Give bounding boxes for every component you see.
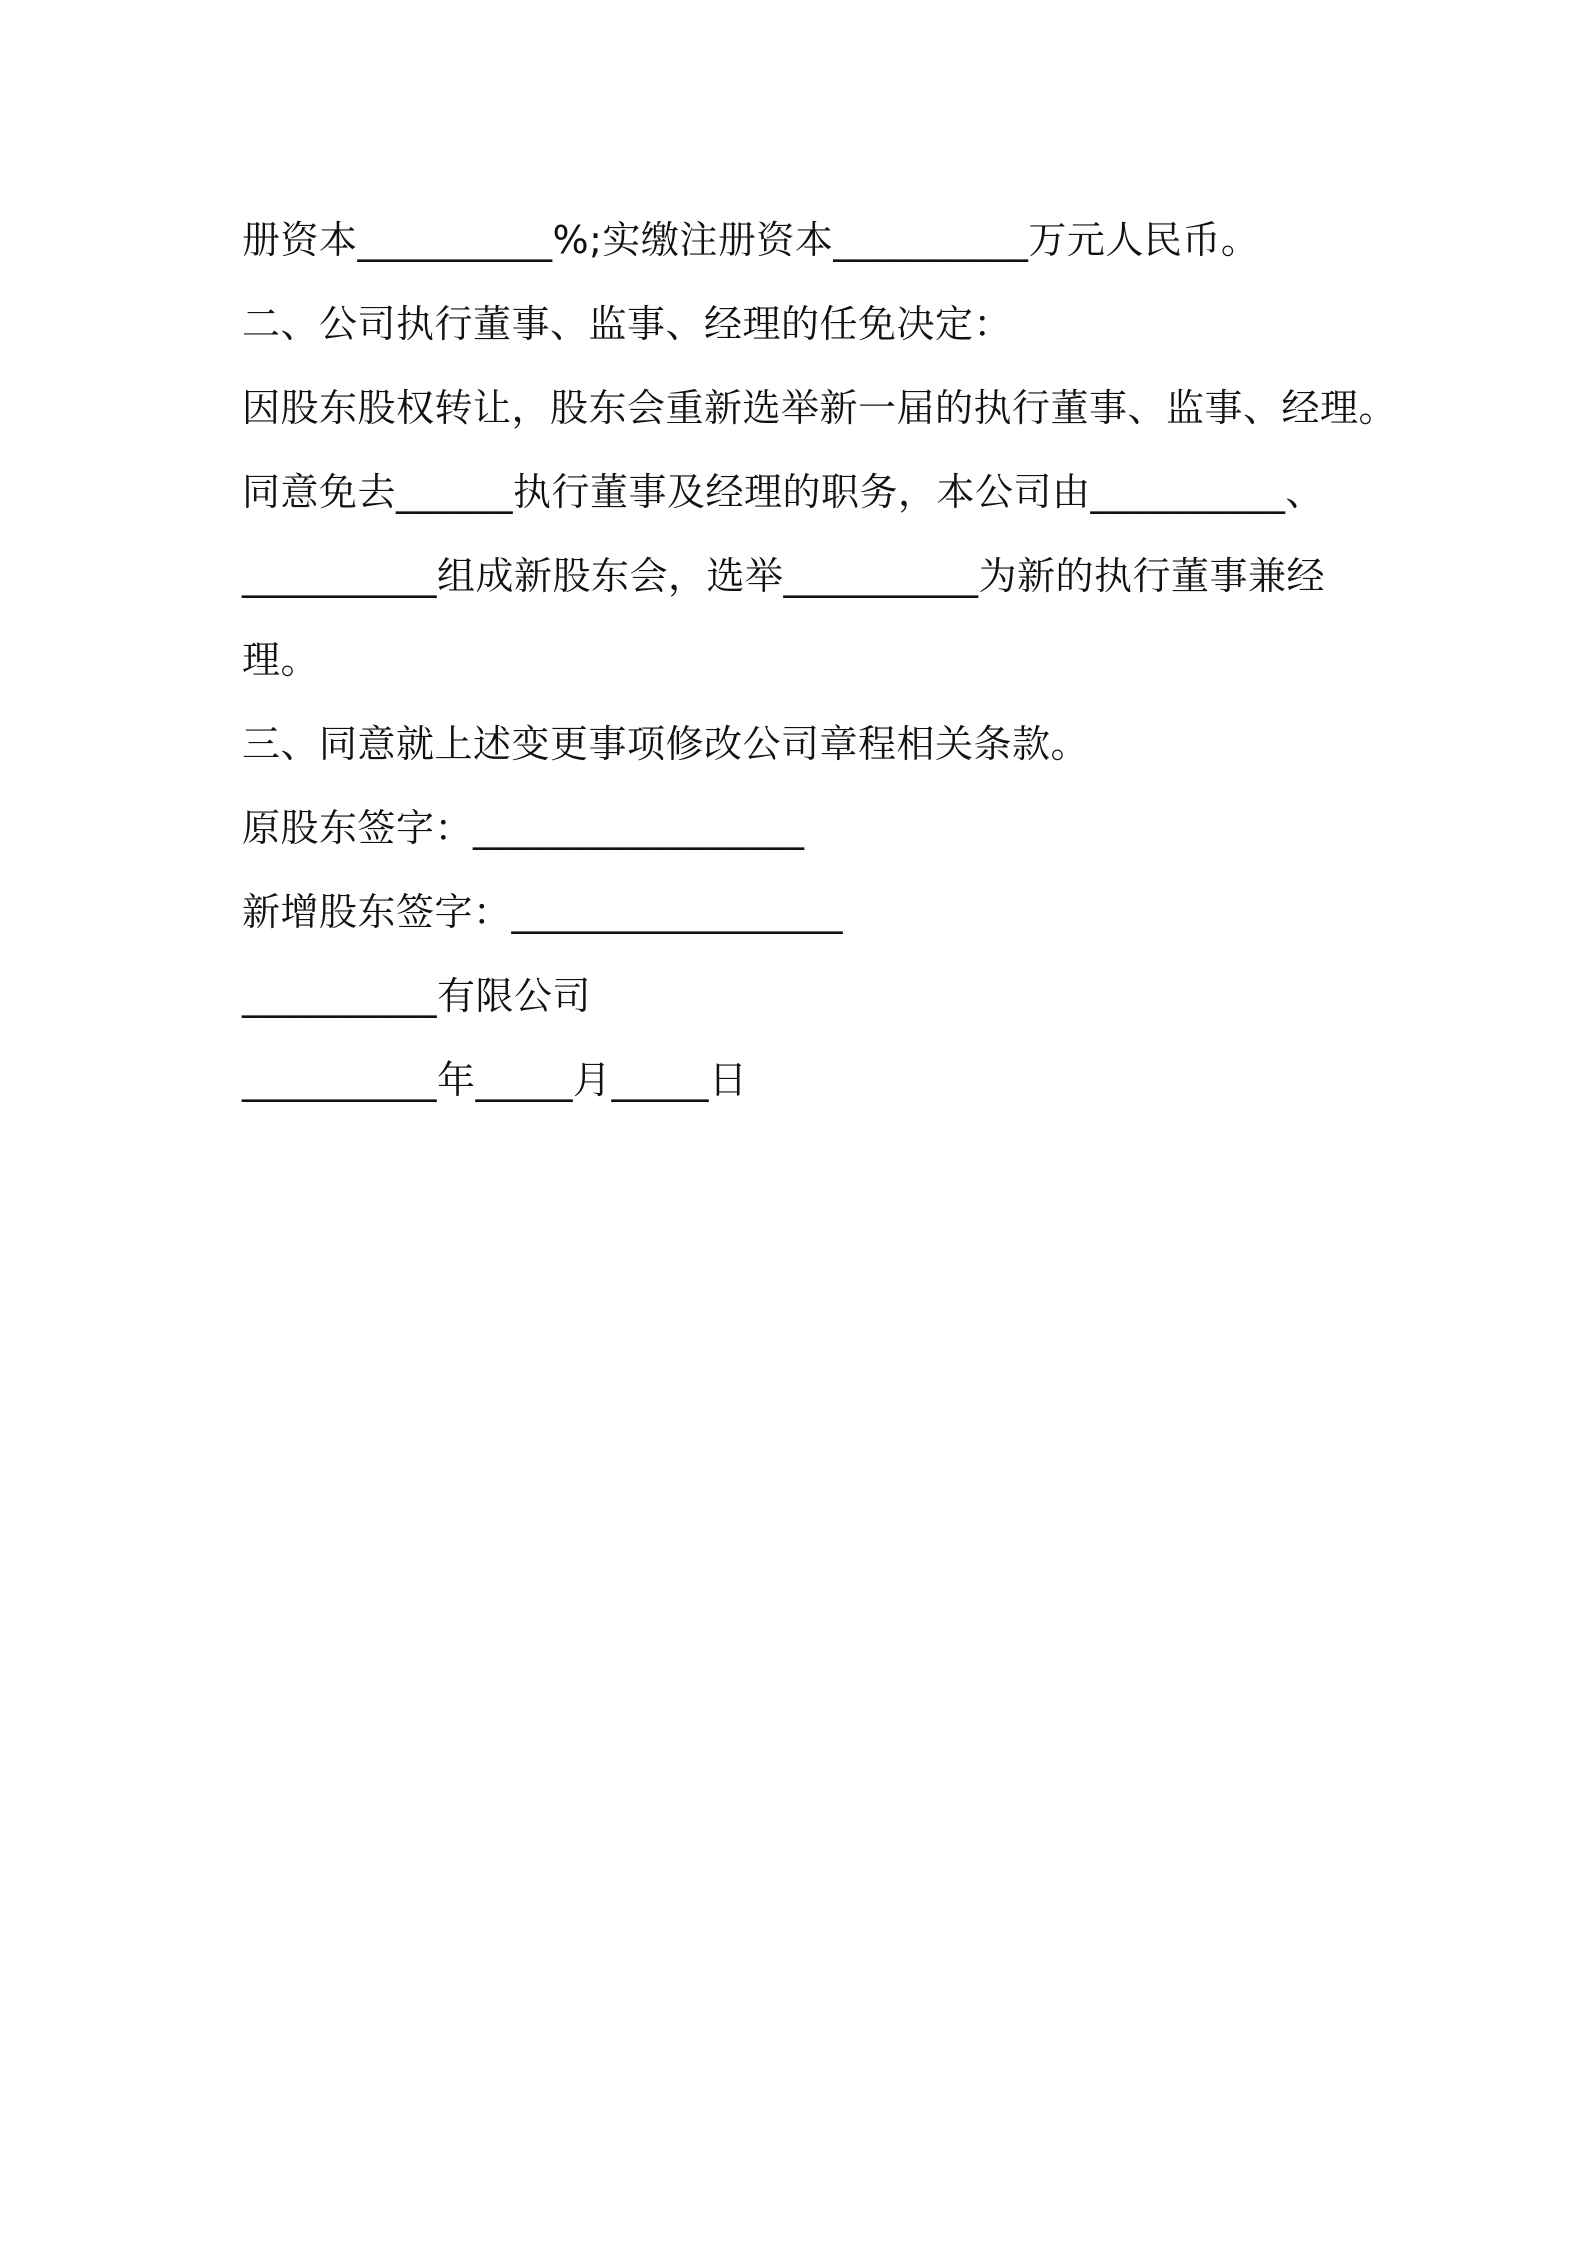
- company-name-line: __________有限公司: [242, 974, 592, 1018]
- document-body: [242, 198, 1398, 1122]
- section-three-clause: 三、同意就上述变更事项修改公司章程相关条款。: [242, 722, 1090, 766]
- dismissal-paragraph-line-3: 理。: [242, 638, 320, 682]
- new-shareholder-signature: 新增股东签字：_________________: [242, 890, 844, 934]
- date-line: __________年_____月_____日: [242, 1058, 748, 1102]
- dismissal-paragraph-line-1: 同意免去______执行董事及经理的职务，本公司由__________、: [242, 470, 1325, 514]
- original-shareholder-signature: 原股东签字：_________________: [242, 806, 805, 850]
- reelection-paragraph: 因股东股权转让，股东会重新选举新一届的执行董事、监事、经理。: [242, 386, 1398, 430]
- section-two-heading: 二、公司执行董事、监事、经理的任免决定：: [242, 302, 1013, 346]
- dismissal-paragraph-line-2: __________组成新股东会，选举__________为新的执行董事兼经: [242, 554, 1326, 598]
- capital-clause-line: 册资本__________%;实缴注册资本__________万元人民币。: [242, 218, 1260, 262]
